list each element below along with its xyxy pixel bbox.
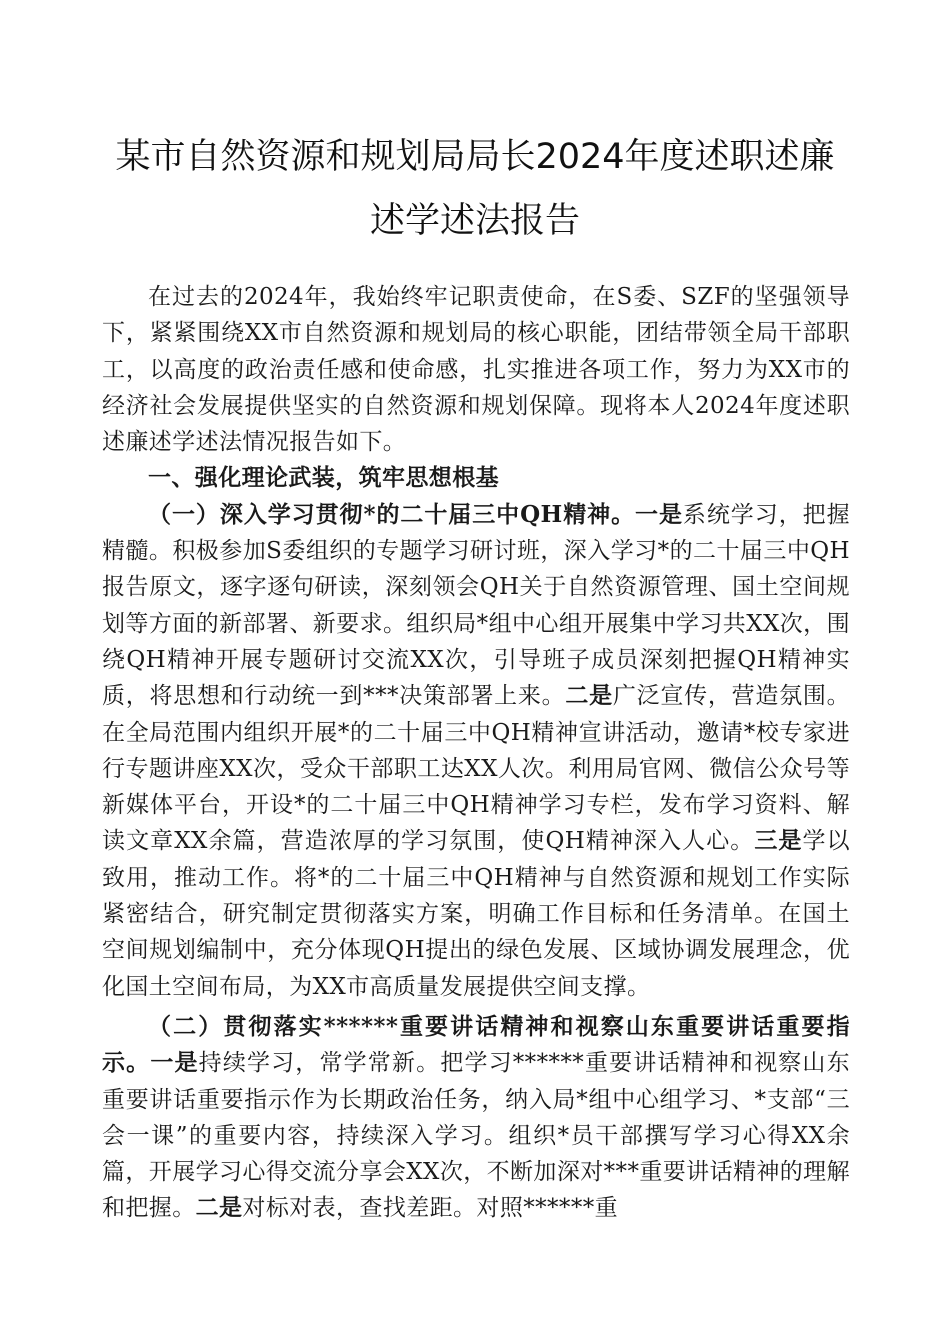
document-body [102, 279, 850, 1227]
paragraph-2-lead-2: 二是 [195, 1194, 243, 1222]
paragraph-1-lead-1: 一是 [635, 500, 683, 528]
paragraph-1-lead-2: 二是 [565, 682, 613, 710]
paragraph-2-text-1: 持续学习，常学常新。把学习******重要讲话精神和视察山东重要讲话重要指示作为长期政治任务，纳入局*组中心组学习、*支部“三会一课”的重要内容，持续深入学习。组织*员干部撰写学习心得XX余篇，开展学习心得交流分享会XX次，不断加深对***重要讲话精神的理解和把握。 [102, 1050, 850, 1222]
paragraph-1-text-2: 广泛宣传，营造氛围。在全局范围内组织开展*的二十届三中QH精神宣讲活动，邀请*校专家进行专题讲座XX次，受众干部职工达XX人次。利用局官网、微信公众号等新媒体平台，开设*的二十届三中QH精神学习专栏，发布学习资料、解读文章XX余篇，营造浓厚的学习氛围，使QH精神深入人心。 [102, 683, 851, 855]
paragraph-1-lead-3: 三是 [754, 827, 803, 855]
paragraph-1-text-1: 系统学习，把握精髓。积极参加S委组织的专题学习研讨班，深入学习*的二十届三中QH报告原文，逐字逐句研读，深刻领会QH关于自然资源管理、国土空间规划等方面的新部署、新要求。组织局*组中心组开展集中学习共XX次，围绕QH精神开展专题研讨交流XX次，引导班子成员深刻把握QH精神实质，将思想和行动统一到***决策部署上来。 [102, 501, 850, 710]
paragraph-1 [102, 497, 850, 1005]
document-title-line-2: 述学述法报告 [369, 201, 580, 241]
intro-paragraph: 在过去的2024年，我始终牢记职责使命，在S委、SZF的坚强领导下，紧紧围绕XX市自然资源和规划局的核心职能，团结带领全局干部职工，以高度的政治责任感和使命感，扎实推进各项工作，努力为XX市的经济社会发展提供坚实的自然资源和规划保障。现将本人2024年度述职述廉述学述法情况报告如下。 [102, 284, 850, 456]
paragraph-1-heading: （一）深入学习贯彻*的二十届三中QH精神。 [148, 500, 636, 528]
paragraph-2-text-2: 对标对表，查找差距。对照******重 [242, 1195, 619, 1222]
paragraph-2-heading: （二）贯彻落实******重要讲话精神和视察山东重要讲话重要指示。 [102, 1012, 850, 1077]
paragraph-1-text-3: 学以致用，推动工作。将*的二十届三中QH精神与自然资源和规划工作实际紧密结合，研究制定贯彻落实方案，明确工作目标和任务清单。在国土空间规划编制中，充分体现QH提出的绿色发展、区域协调发展理念，优化国土空间布局，为XX市高质量发展提供空间支撑。 [102, 828, 850, 1000]
document-title-line-1: 某市自然资源和规划局局长2024年度述职述廉 [115, 137, 835, 177]
paragraph-2-lead-1: 一是 [150, 1049, 199, 1077]
section-heading-1: 一、强化理论武装，筑牢思想根基 [148, 464, 499, 492]
paragraph-2 [102, 1009, 850, 1227]
